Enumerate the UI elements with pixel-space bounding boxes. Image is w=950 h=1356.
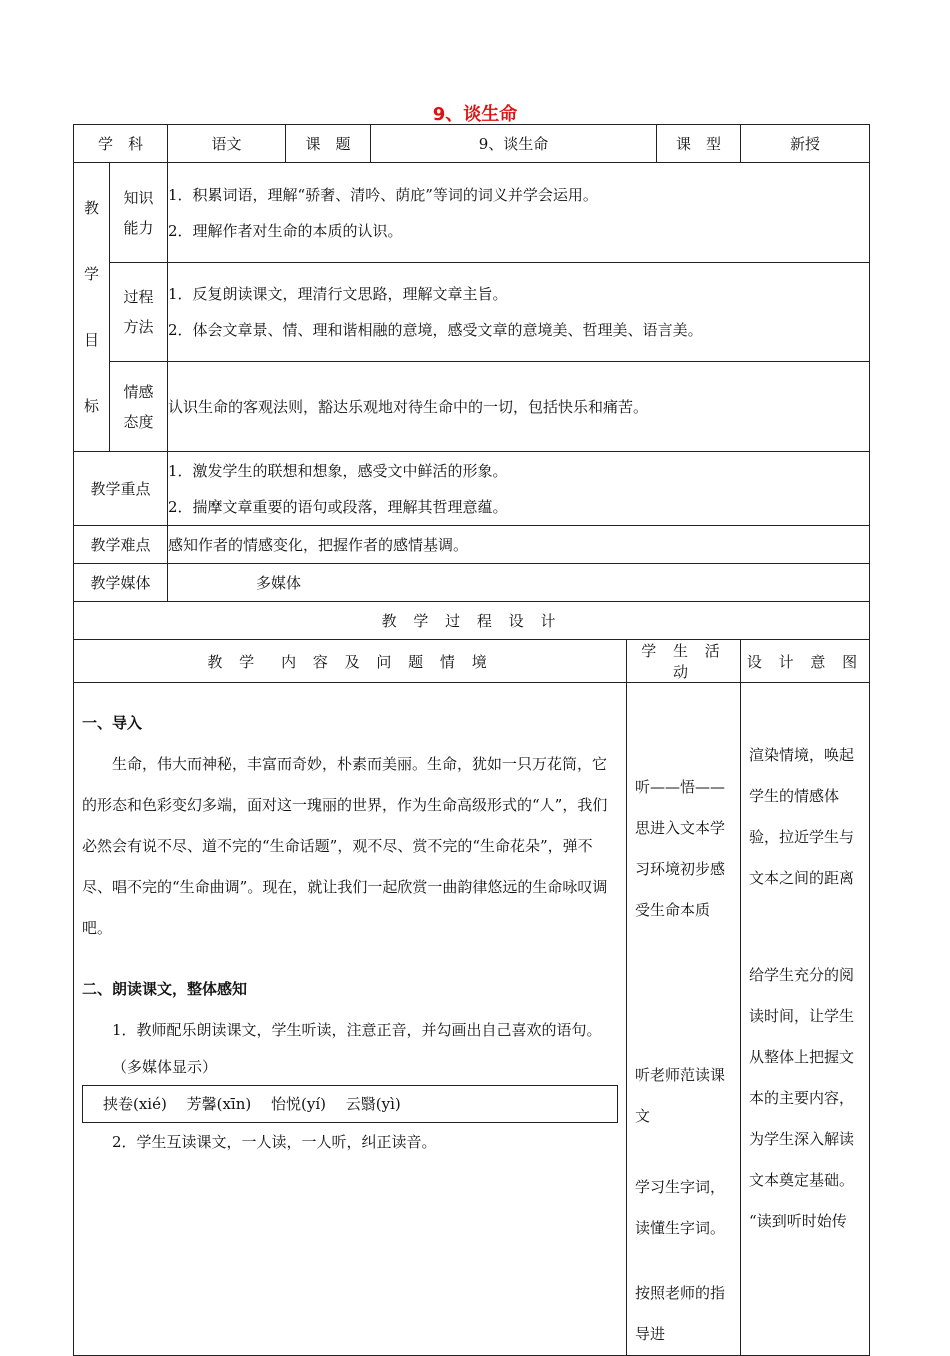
type-value: 新授 (741, 125, 870, 163)
lesson-label: 课 题 (286, 125, 371, 163)
col-content-header: 教 学 内 容 及 问 题 情 境 (74, 640, 627, 683)
key-points-items: 1．激发学生的联想和想象，感受文中鲜活的形象。 2．揣摩文章重要的语句或段落，理解其哲理意蕴。 (168, 452, 870, 526)
subject-value: 语文 (168, 125, 286, 163)
media-text: 多媒体 (168, 564, 870, 602)
pinyin-box: 挟卷(xié) 芳馨(xīn) 怡悦(yí) 云翳(yì) (82, 1085, 618, 1123)
header-row (74, 125, 870, 163)
section2-media-note: （多媒体显示） (112, 1058, 218, 1076)
goal-items: 1．反复朗读课文，理清行文思路，理解文章主旨。 2．体会文章景、情、理和谐相融的意境，感受文章的意境美、哲理美、语言美。 (168, 263, 870, 362)
goals-label: 教 学 目 标 (74, 163, 110, 452)
activity-2: 听老师范读课文 (635, 1066, 726, 1125)
type-label: 课 型 (657, 125, 741, 163)
goal-sub-label: 知识 能力 (110, 163, 168, 263)
activity-3: 学习生字词，读懂生字词。 (635, 1178, 726, 1237)
goal-sub-label: 过程 方法 (110, 263, 168, 362)
lesson-plan-table (73, 124, 870, 1356)
section1-title: 一、导入 (82, 714, 143, 732)
process-intent (741, 683, 870, 1356)
col-activity-header: 学 生 活 动 (627, 640, 741, 683)
subject-label: 学 科 (74, 125, 168, 163)
goal-items: 认识生命的客观法则，豁达乐观地对待生命中的一切，包括快乐和痛苦。 (168, 362, 870, 452)
document-title: 9、谈生命 (432, 104, 518, 125)
media-row (74, 564, 870, 602)
intent-3: “读到听时始传 (749, 1212, 847, 1230)
key-points-label: 教学重点 (74, 452, 168, 526)
goal-items: 1．积累词语，理解“骄奢、清吟、荫庇”等词的词义并学会运用。 2．理解作者对生命的本质的认识。 (168, 163, 870, 263)
section2-item2: 2．学生互读课文，一人读，一人听，纠正读音。 (112, 1133, 437, 1151)
process-heading-row (74, 602, 870, 640)
process-activity (627, 683, 741, 1356)
goal-row-knowledge (74, 163, 870, 263)
goal-row-emotion (74, 362, 870, 452)
intent-2: 给学生充分的阅读时间，让学生从整体上把握文本的主要内容，为学生深入解读文本奠定基础。 (749, 966, 855, 1189)
intent-1: 渲染情境，唤起学生的情感体验，拉近学生与文本之间的距离 (749, 746, 855, 887)
section2-title: 二、朗读课文，整体感知 (82, 980, 248, 998)
process-heading: 教 学 过 程 设 计 (74, 602, 870, 640)
col-intent-header: 设 计 意 图 (741, 640, 870, 683)
activity-4: 按照老师的指导进 (635, 1284, 726, 1343)
difficulty-text: 感知作者的情感变化，把握作者的感情基调。 (168, 526, 870, 564)
activity-1: 听——悟——思进入文本学习环境初步感受生命本质 (635, 778, 726, 919)
process-body-row (74, 683, 870, 1356)
lesson-value: 9、谈生命 (371, 125, 657, 163)
key-points-row (74, 452, 870, 526)
goal-sub-label: 情感 态度 (110, 362, 168, 452)
goal-row-process (74, 263, 870, 362)
section1-text: 生命，伟大而神秘，丰富而奇妙，朴素而美丽。生命，犹如一只万花筒，它的形态和色彩变幻多端，面对这一瑰丽的世界，作为生命高级形式的“人”，我们必然会有说不尽、道不完的“生命话题”，观不尽、赏不完的“生命花朵”，弹不尽、唱不完的“生命曲调”。现在，就让我们一起欣赏一曲韵律悠远的生命咏叹调吧。 (82, 755, 608, 937)
difficulty-row (74, 526, 870, 564)
process-columns-row (74, 640, 870, 683)
difficulty-label: 教学难点 (74, 526, 168, 564)
media-label: 教学媒体 (74, 564, 168, 602)
process-content (74, 683, 627, 1356)
section2-item1: 1．教师配乐朗读课文，学生听读，注意正音，并勾画出自己喜欢的语句。 (112, 1021, 602, 1039)
